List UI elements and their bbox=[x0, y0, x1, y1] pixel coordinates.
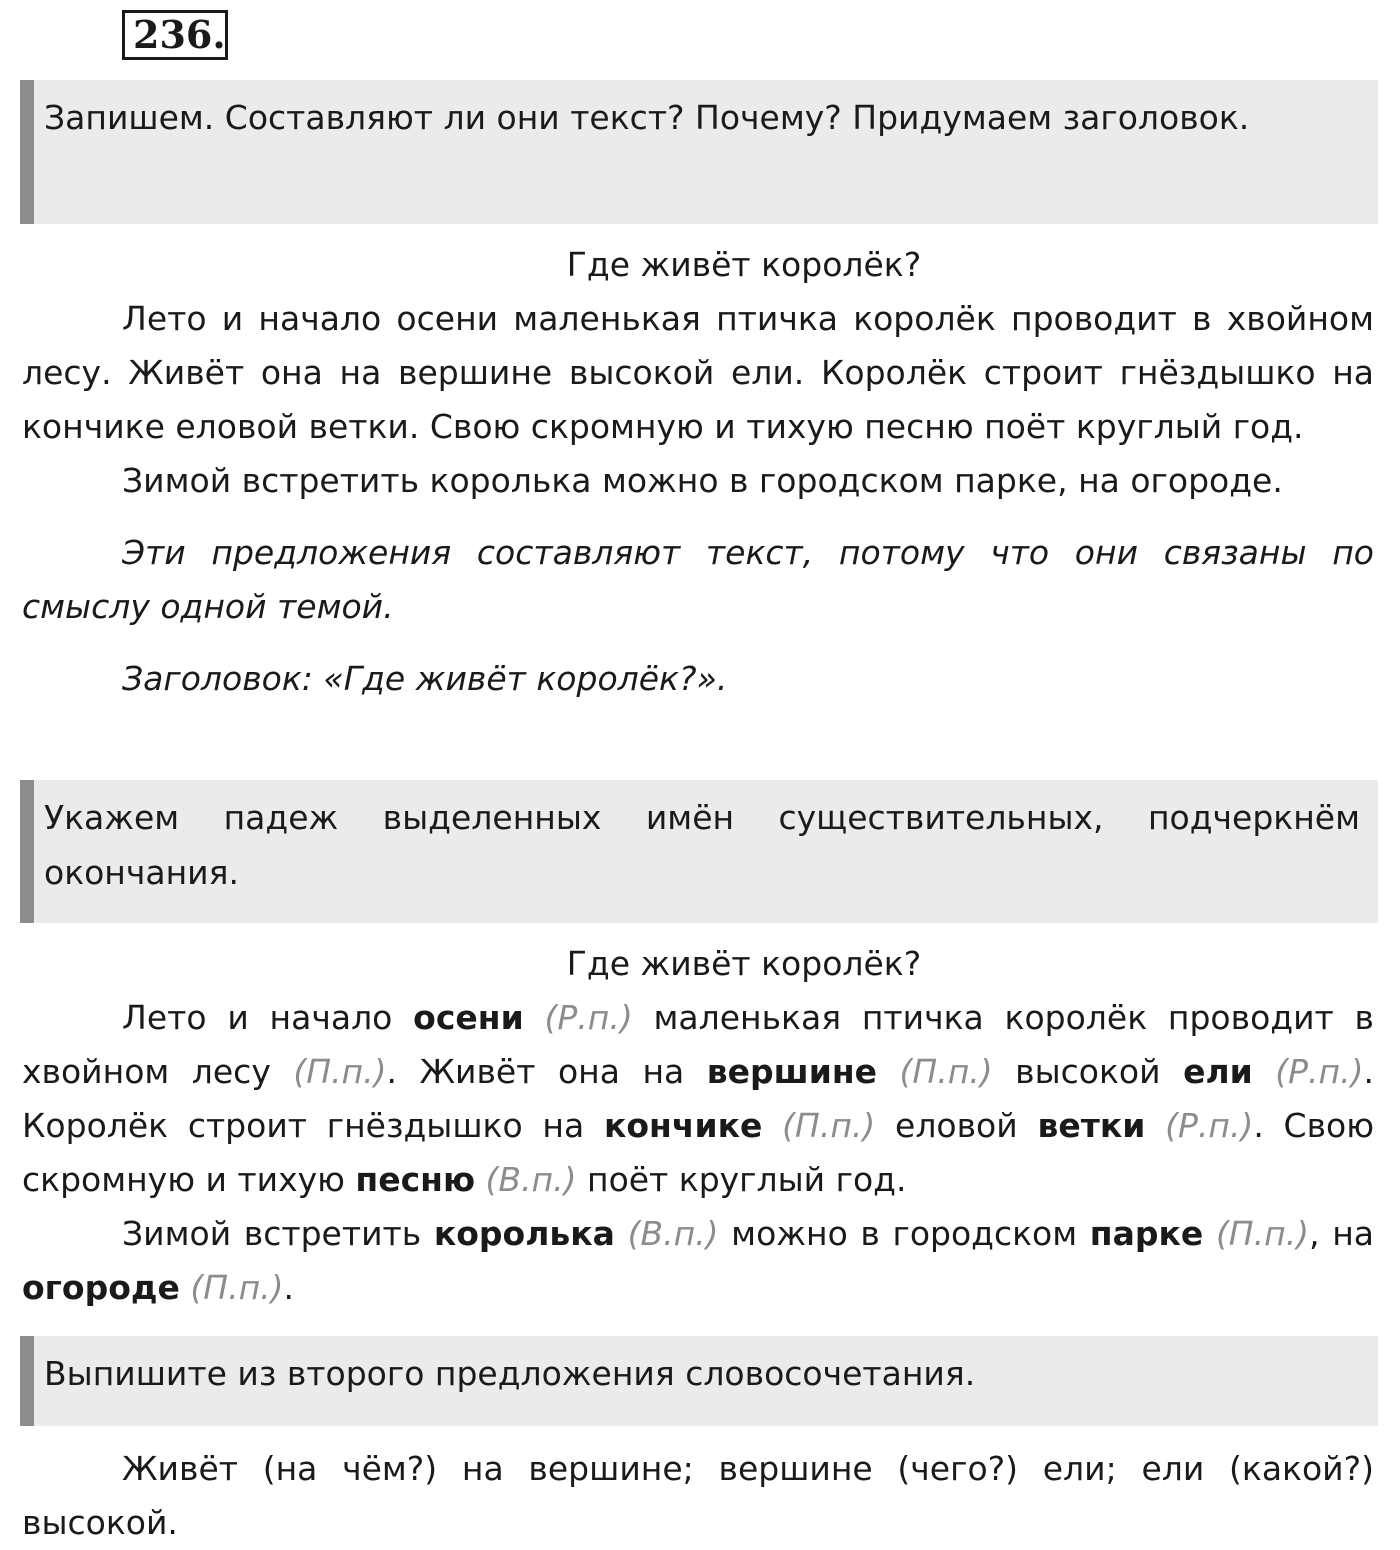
text-title: Где живёт королёк? bbox=[566, 245, 922, 284]
highlighted-noun: парке bbox=[1089, 1214, 1204, 1253]
text-run: . bbox=[283, 1268, 295, 1307]
text-run: . Свою скромную и тихую bbox=[22, 1106, 1375, 1199]
text-run: , на bbox=[1309, 1214, 1374, 1253]
text-run: поёт круглый год. bbox=[576, 1160, 907, 1199]
answer-title: Заголовок: «Где живёт королёк?». bbox=[122, 659, 728, 698]
highlighted-noun: песню bbox=[355, 1160, 476, 1199]
highlighted-noun: королька bbox=[433, 1214, 615, 1253]
paragraph-annotated bbox=[22, 1207, 1374, 1315]
case-label: (П.п.) bbox=[1215, 1214, 1310, 1253]
paragraph: Лето и начало осени маленькая птичка королёк проводит в хвойном лесу. Живёт она на вершине высокой ели. Королёк строит гнёздышко на кончике еловой ветки. Свою скромную и тихую песню поёт круглый год. bbox=[22, 299, 1374, 446]
highlighted-noun: ели bbox=[1183, 1052, 1253, 1091]
instruction-text: Выпишите из второго предложения словосочетания. bbox=[44, 1354, 976, 1393]
text-run: Лето и начало bbox=[122, 998, 414, 1037]
text-block-1 bbox=[22, 238, 1374, 706]
text-run: высокой bbox=[992, 1052, 1184, 1091]
case-label: (П.п.) bbox=[293, 1052, 387, 1091]
text-run: . Живёт она на bbox=[386, 1052, 707, 1091]
instruction-box-2 bbox=[20, 780, 1378, 923]
instruction-text: Запишем. Составляют ли они текст? Почему? Придумаем заголовок. bbox=[44, 98, 1250, 137]
instruction-text: Укажем падеж выделенных имён существительных, подчеркнём окончания. bbox=[44, 798, 1360, 892]
answer-text: Эти предложения составляют текст, потому что они связаны по смыслу одной темой. bbox=[22, 533, 1374, 626]
paragraph: Зимой встретить королька можно в городском парке, на огороде. bbox=[122, 461, 1283, 500]
text-run: . Королёк строит гнёздышко на bbox=[22, 1052, 1374, 1145]
text-run: маленькая птичка королёк проводит в хвойном лесу bbox=[22, 998, 1374, 1091]
paragraph-annotated bbox=[22, 991, 1374, 1207]
text-run: Зимой встретить bbox=[122, 1214, 434, 1253]
text-title: Где живёт королёк? bbox=[566, 944, 922, 983]
instruction-box-3 bbox=[20, 1336, 1378, 1426]
case-label: (Р.п.) bbox=[544, 998, 633, 1037]
highlighted-noun: огороде bbox=[22, 1268, 180, 1307]
text-run: еловой bbox=[875, 1106, 1038, 1145]
case-label: (Р.п.) bbox=[1275, 1052, 1364, 1091]
text-block-3 bbox=[22, 1442, 1374, 1550]
case-label: (П.п.) bbox=[190, 1268, 284, 1307]
highlighted-noun: вершине bbox=[706, 1052, 878, 1091]
instruction-box-1 bbox=[20, 80, 1378, 224]
task-number: 236. bbox=[122, 10, 228, 60]
answer-phrases: Живёт (на чём?) на вершине; вершине (чего?) ели; ели (какой?) высокой. bbox=[22, 1449, 1374, 1542]
highlighted-noun: ветки bbox=[1037, 1106, 1146, 1145]
text-run: можно в городском bbox=[718, 1214, 1090, 1253]
case-label: (Р.п.) bbox=[1165, 1106, 1254, 1145]
highlighted-noun: кончике bbox=[603, 1106, 763, 1145]
case-label: (П.п.) bbox=[899, 1052, 993, 1091]
case-label: (В.п.) bbox=[485, 1160, 577, 1199]
case-label: (В.п.) bbox=[627, 1214, 719, 1253]
case-label: (П.п.) bbox=[782, 1106, 876, 1145]
text-block-2 bbox=[22, 937, 1374, 1315]
highlighted-noun: осени bbox=[413, 998, 524, 1037]
